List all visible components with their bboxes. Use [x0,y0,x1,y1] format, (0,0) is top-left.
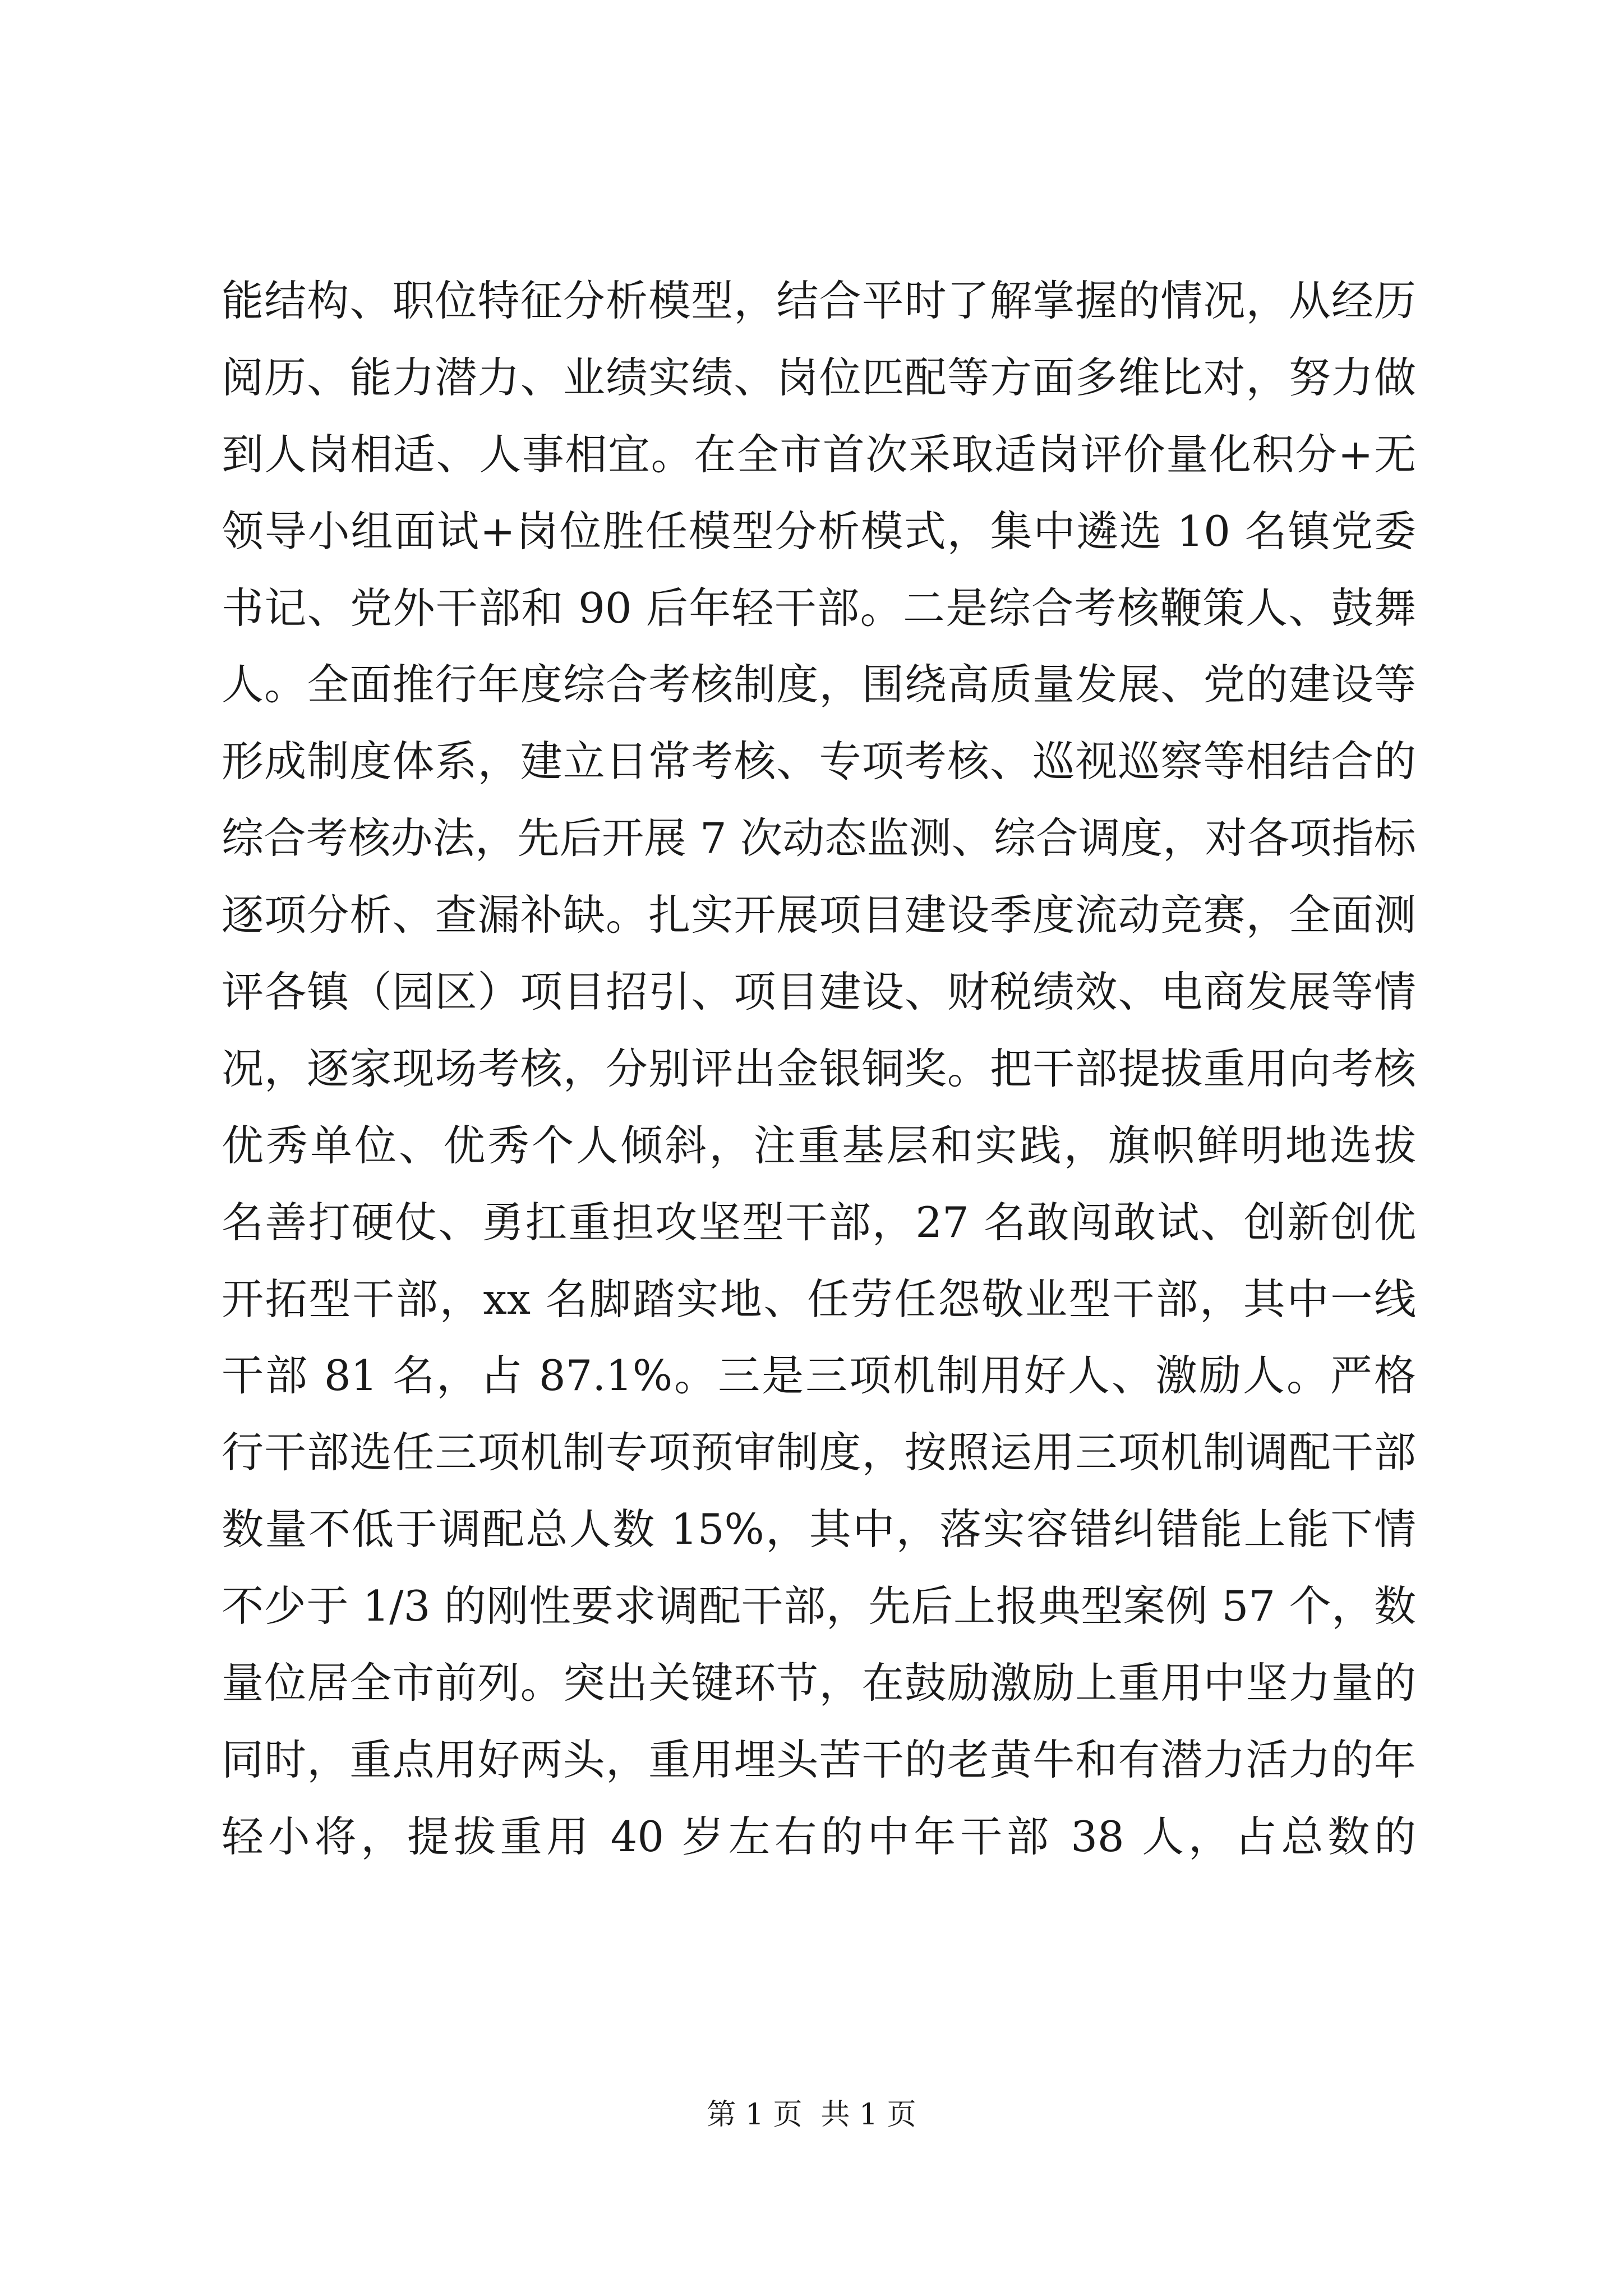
text-line: 名善打硬仗、勇扛重担攻坚型干部，27 名敢闯敢试、创新创优 [222,1197,1416,1247]
text-line: 不少于 1/3 的刚性要求调配干部，先后上报典型案例 57 个，数 [222,1581,1416,1631]
text-line: 况，逐家现场考核，分别评出金银铜奖。把干部提拔重用向考核 [222,1043,1416,1093]
text-line: 评各镇（园区）项目招引、项目建设、财税绩效、电商发展等情 [222,967,1416,1017]
body-text [222,263,1416,1875]
text-line: 领导小组面试+岗位胜任模型分析模式，集中遴选 10 名镇党委 [222,506,1416,556]
text-line: 开拓型干部，xx 名脚踏实地、任劳任怨敬业型干部，其中一线 [222,1274,1416,1324]
text-line: 书记、党外干部和 90 后年轻干部。二是综合考核鞭策人、鼓舞 [222,583,1416,633]
text-line: 综合考核办法，先后开展 7 次动态监测、综合调度，对各项指标 [222,813,1416,863]
text-line: 阅历、能力潜力、业绩实绩、岗位匹配等方面多维比对，努力做 [222,352,1416,402]
text-line: 逐项分析、查漏补缺。扎实开展项目建设季度流动竞赛，全面测 [222,890,1416,940]
text-line: 能结构、职位特征分析模型，结合平时了解掌握的情况，从经历 [222,276,1416,325]
text-line: 人。全面推行年度综合考核制度，围绕高质量发展、党的建设等 [222,660,1416,710]
text-line: 同时，重点用好两头，重用埋头苦干的老黄牛和有潜力活力的年 [222,1734,1416,1784]
text-line: 干部 81 名，占 87.1%。三是三项机制用好人、激励人。严格 [222,1351,1416,1401]
text-line: 行干部选任三项机制专项预审制度，按照运用三项机制调配干部 [222,1428,1416,1478]
text-line: 轻小将，提拔重用 40 岁左右的中年干部 38 人，占总数的 [222,1811,1416,1861]
text-line: 到人岗相适、人事相宜。在全市首次采取适岗评价量化积分+无 [222,429,1416,479]
page-footer: 第 1 页 共 1 页 [707,2098,916,2132]
text-line: 形成制度体系，建立日常考核、专项考核、巡视巡察等相结合的 [222,737,1416,786]
text-line: 数量不低于调配总人数 15%，其中，落实容错纠错能上能下情 [222,1504,1416,1554]
text-line: 量位居全市前列。突出关键环节，在鼓励激励上重用中坚力量的 [222,1658,1416,1708]
text-line: 优秀单位、优秀个人倾斜，注重基层和实践，旗帜鲜明地选拔 [222,1120,1416,1170]
